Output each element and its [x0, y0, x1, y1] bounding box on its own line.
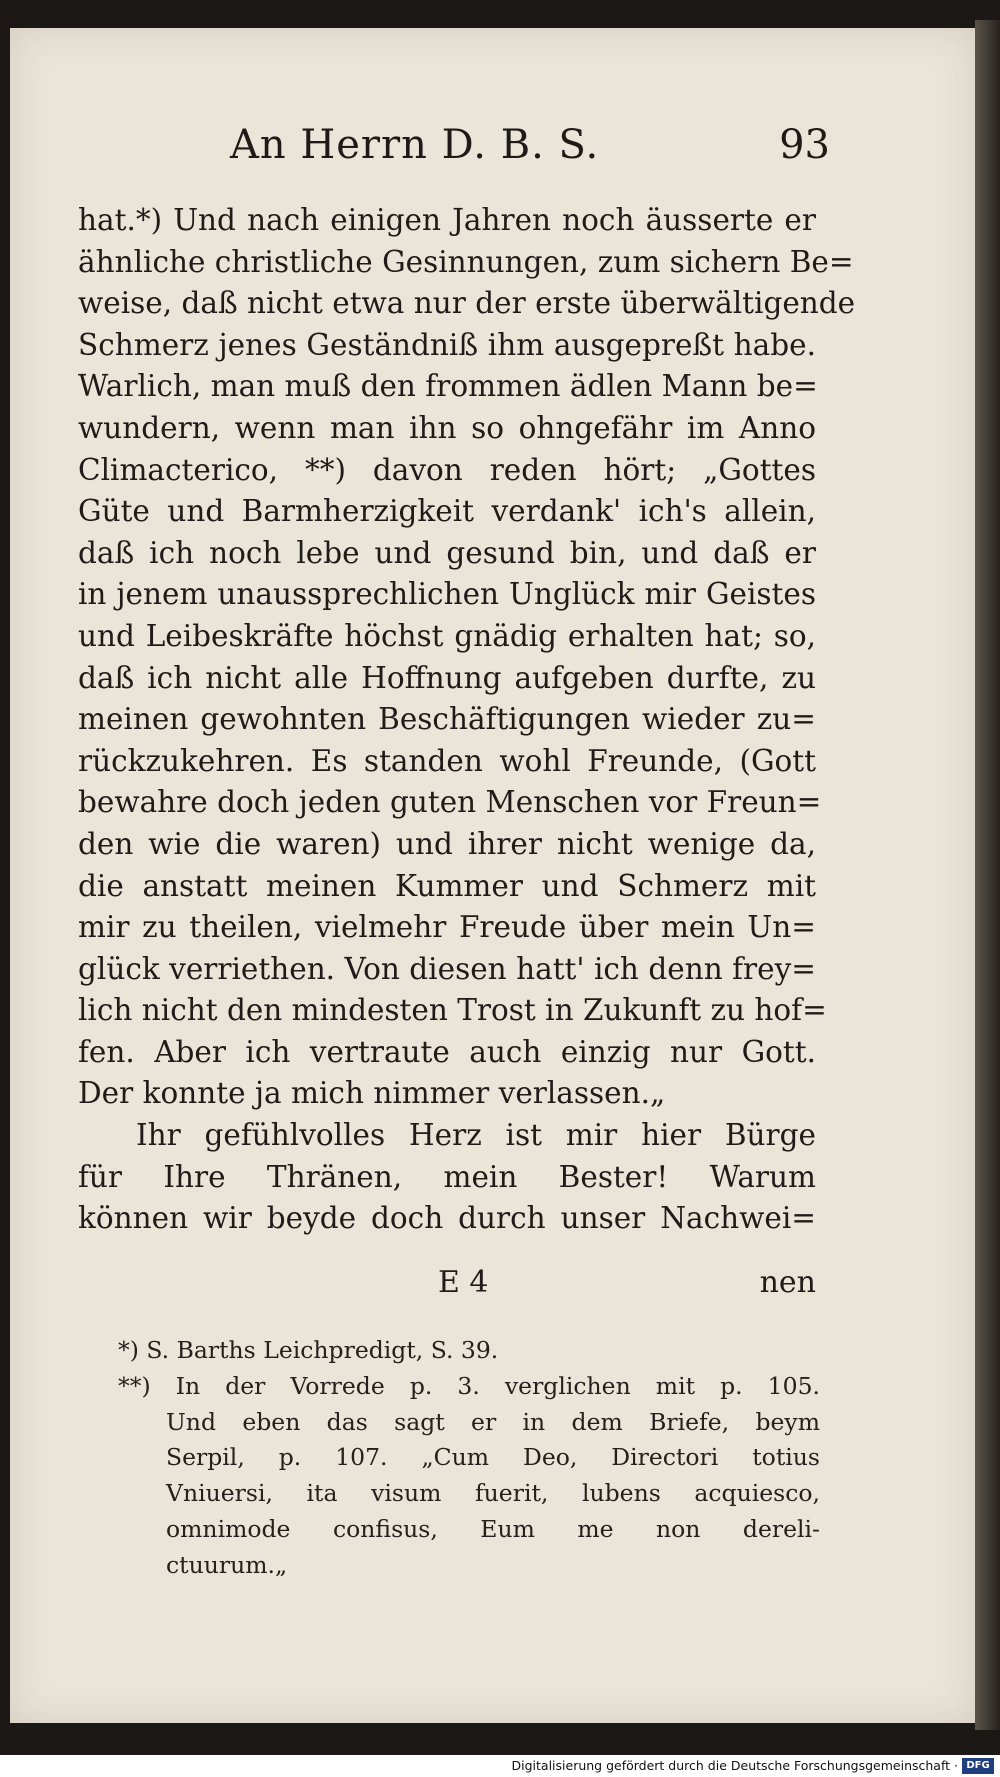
text-line: Schmerz jenes Geständniß ihm ausgepreßt habe.: [78, 327, 816, 362]
body-text: [78, 200, 856, 1240]
text-line: lich nicht den mindesten Trost in Zukunft zu hof=: [78, 993, 827, 1028]
text-line: Der konnte ja mich nimmer verlassen.„: [78, 1076, 666, 1111]
catchword: nen: [759, 1265, 816, 1300]
text-line: daß ich nicht alle Hoffnung aufgeben durfte, zu: [78, 660, 816, 695]
text-line: Güte und Barmherzigkeit verdank' ich's allein,: [78, 494, 816, 529]
text-line: Climacterico, **) davon reden hört; „Gottes: [78, 452, 816, 487]
footnotes: [118, 1333, 820, 1584]
signature-line: [78, 1265, 816, 1309]
text-line: bewahre doch jeden guten Menschen vor Freun=: [78, 785, 822, 820]
text-line: für Ihre Thränen, mein Bester! Warum: [78, 1159, 816, 1194]
text-line: daß ich noch lebe und gesund bin, und daß er: [78, 535, 816, 570]
text-line: wundern, wenn man ihn so ohngefähr im Anno: [78, 410, 816, 445]
text-line: rückzukehren. Es standen wohl Freunde, (Gott: [78, 743, 816, 778]
text-line: meinen gewohnten Beschäftigungen wieder zu=: [78, 702, 816, 737]
text-line: ähnliche christliche Gesinnungen, zum sichern Be=: [78, 244, 854, 279]
footnote-line: Vniuersi, ita visum fuerit, lubens acquiesco,: [166, 1479, 820, 1508]
footnote-line: Serpil, p. 107. „Cum Deo, Directori totius: [166, 1443, 820, 1472]
page-number: 93: [779, 122, 830, 168]
book-edge-shadow: [975, 20, 1000, 1730]
running-head: An Herrn D. B. S.: [230, 122, 600, 168]
text-line: glück verriethen. Von diesen hatt' ich denn frey=: [78, 951, 816, 986]
text-line: die anstatt meinen Kummer und Schmerz mit: [78, 868, 816, 903]
text-line: den wie die waren) und ihrer nicht wenige da,: [78, 826, 816, 861]
digitization-credit-bar: [0, 1755, 1000, 1777]
text-line: in jenem unaussprechlichen Unglück mir Geistes: [78, 577, 816, 612]
text-line: weise, daß nicht etwa nur der erste überwältigende: [78, 286, 856, 321]
signature-mark: E 4: [438, 1265, 489, 1300]
paragraph-start-line: Ihr gefühlvolles Herz ist mir hier Bürge: [136, 1118, 816, 1153]
dfg-logo-icon: DFG: [962, 1758, 994, 1774]
text-line: hat.*) Und nach einigen Jahren noch äusserte er: [78, 203, 816, 237]
footnote-1: *) S. Barths Leichpredigt, S. 39.: [118, 1336, 499, 1364]
footnote-line: ctuurum.„: [166, 1550, 288, 1579]
funding-credit: Digitalisierung gefördert durch die Deutsche Forschungsgemeinschaft ·: [511, 1758, 958, 1773]
footnote-line: omnimode confisus, Eum me non dereli-: [166, 1514, 820, 1543]
footnote-2: **) In der Vorrede p. 3. verglichen mit p. 105.: [118, 1371, 820, 1400]
page-header: [150, 122, 830, 182]
text-line: Warlich, man muß den frommen ädlen Mann be=: [78, 369, 818, 404]
footnote-line: Und eben das sagt er in dem Briefe, beym: [166, 1407, 820, 1436]
text-line: können wir beyde doch durch unser Nachwei=: [78, 1201, 816, 1236]
text-line: mir zu theilen, vielmehr Freude über mein Un=: [78, 910, 816, 945]
text-line: fen. Aber ich vertraute auch einzig nur Gott.: [78, 1034, 816, 1069]
text-line: und Leibeskräfte höchst gnädig erhalten hat; so,: [78, 618, 816, 653]
